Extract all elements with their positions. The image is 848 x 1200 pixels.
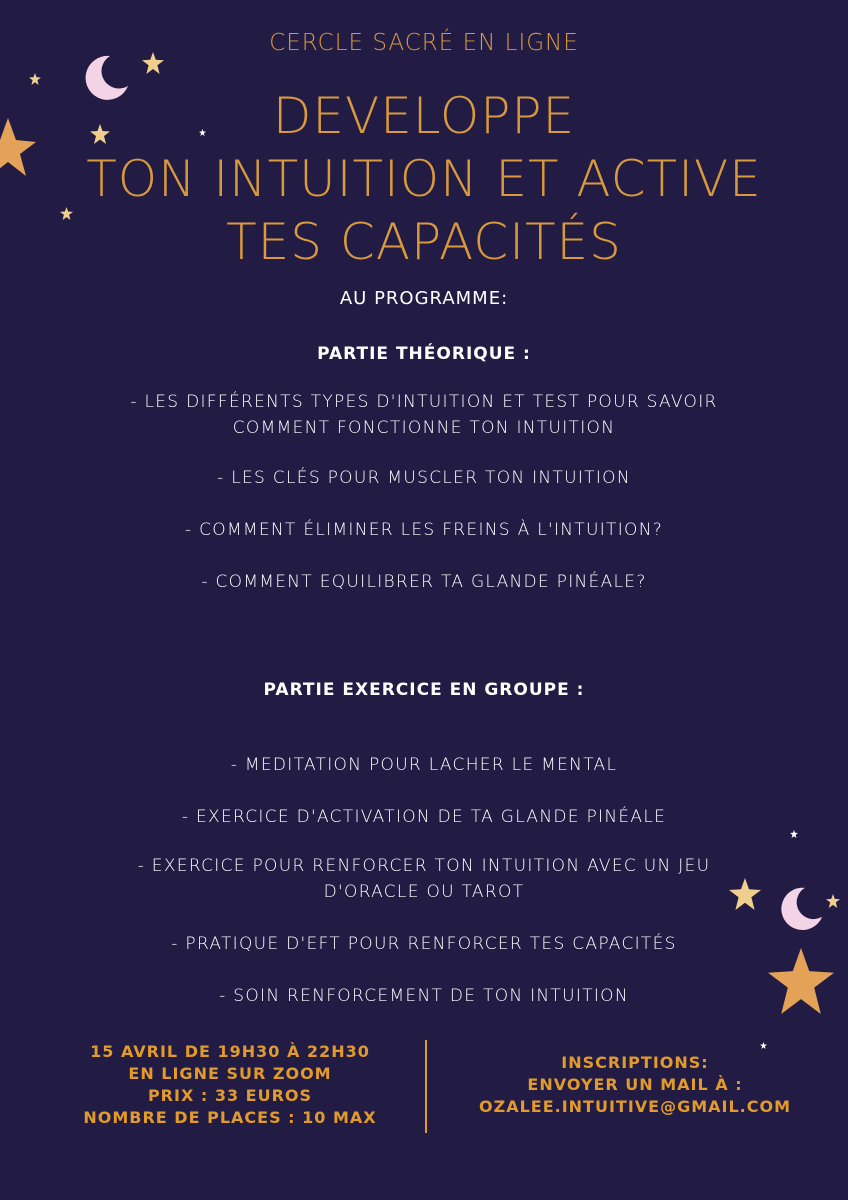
event-location: EN LIGNE SUR ZOOM [128, 1064, 332, 1083]
signup-instruction: ENVOYER UN MAIL À : [527, 1075, 743, 1094]
list-item: - COMMENT ÉLIMINER LES FREINS À L'INTUITION? [184, 520, 664, 540]
list-item: - EXERCICE POUR RENFORCER TON INTUITION AVEC UN JEU D'ORACLE OU TAROT [137, 856, 711, 902]
star-icon [826, 894, 840, 908]
theory-section-title: PARTIE THÉORIQUE : [317, 344, 531, 364]
star-icon [760, 1042, 767, 1049]
list-item: - SOIN RENFORCEMENT DE TON INTUITION [219, 986, 629, 1006]
title-line: DEVELOPPE [272, 87, 576, 145]
exercise-section-title: PARTIE EXERCICE EN GROUPE : [263, 680, 585, 700]
title-line: TON INTUITION ET ACTIVE [86, 150, 762, 208]
list-item: - EXERCICE D'ACTIVATION DE TA GLANDE PINÉALE [181, 807, 667, 827]
list-item: - COMMENT EQUILIBRER TA GLANDE PINÉALE? [201, 572, 647, 592]
list-item: - MEDITATION POUR LACHER LE MENTAL [230, 755, 618, 775]
star-icon [790, 830, 798, 838]
signup-title: INSCRIPTIONS: [561, 1053, 709, 1072]
list-item: - PRATIQUE D'EFT POUR RENFORCER TES CAPACITÉS [171, 934, 677, 954]
signup-info [455, 1052, 815, 1118]
program-label: AU PROGRAMME: [339, 288, 509, 309]
event-date: 15 AVRIL DE 19H30 À 22H30 [90, 1042, 370, 1061]
list-item: - LES DIFFÉRENTS TYPES D'INTUITION ET TEST POUR SAVOIR COMMENT FONCTIONNE TON INTUITION [130, 392, 718, 438]
divider [425, 1040, 427, 1133]
title-line: TES CAPACITÉS [226, 213, 622, 271]
crescent-moon-icon [776, 884, 826, 934]
star-icon [29, 73, 41, 85]
list-item: - LES CLÉS POUR MUSCLER TON INTUITION [217, 468, 631, 488]
page-title [0, 85, 848, 274]
event-capacity: NOMBRE DE PLACES : 10 MAX [83, 1108, 377, 1127]
star-icon [768, 948, 834, 1014]
event-details [60, 1041, 400, 1129]
signup-email[interactable]: OZALEE.INTUITIVE@GMAIL.COM [478, 1097, 792, 1116]
event-kicker: CERCLE SACRÉ EN LIGNE [269, 30, 579, 56]
event-price: PRIX : 33 EUROS [147, 1086, 313, 1105]
